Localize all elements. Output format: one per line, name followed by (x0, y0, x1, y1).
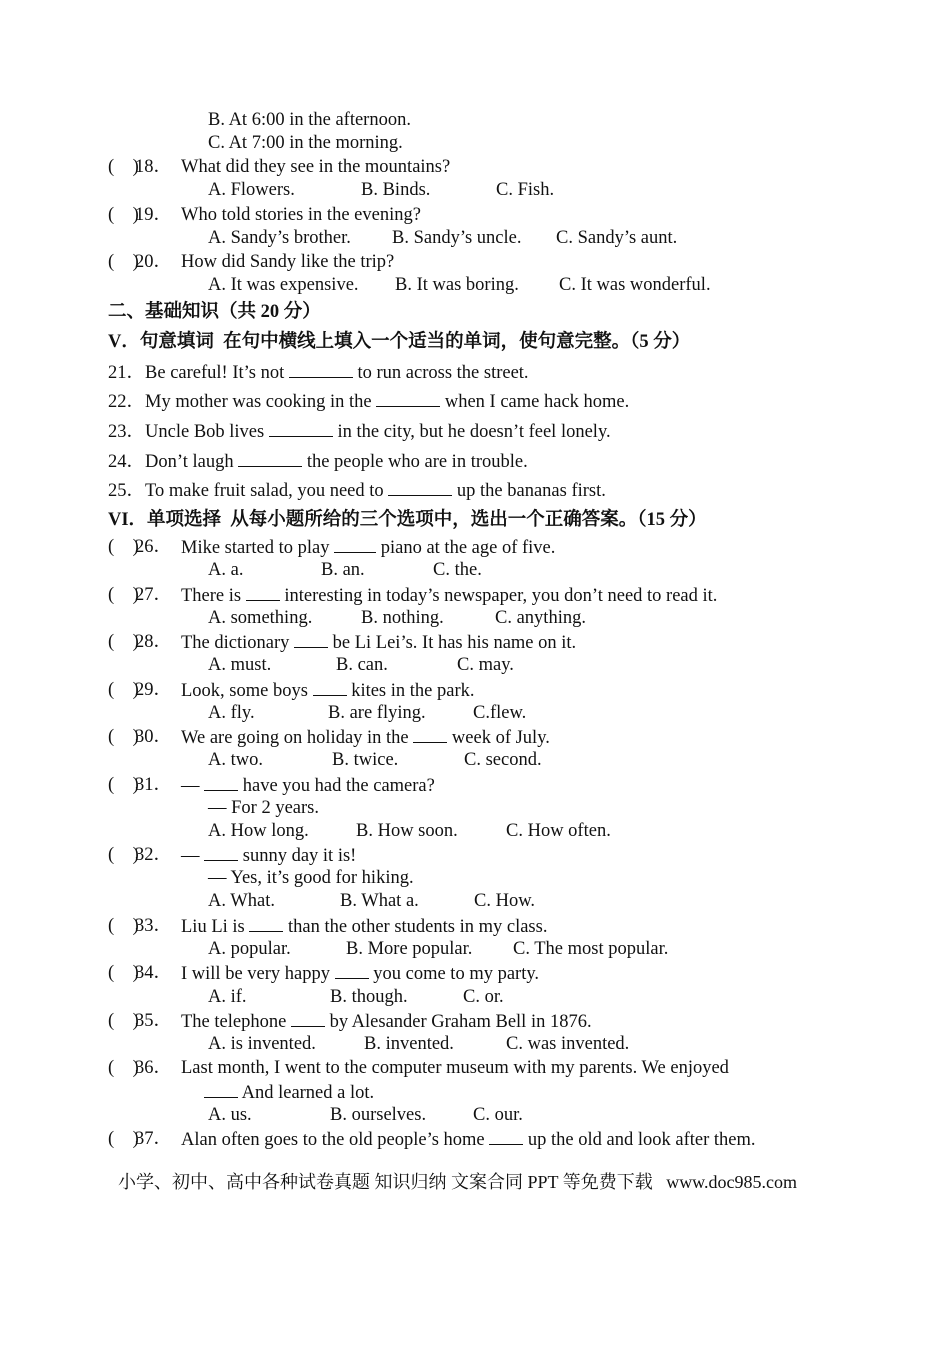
question-text: the people who are in trouble. (302, 452, 528, 472)
fill-question-25 (108, 479, 606, 502)
question-number: 24． (108, 452, 146, 472)
answer-paren[interactable]: ( ) (108, 775, 139, 795)
option-c: C. It was wonderful. (559, 275, 711, 295)
question-number: 35． (135, 1011, 173, 1031)
option-b: B. How soon. (356, 821, 458, 841)
answer-paren[interactable]: ( ) (108, 916, 139, 936)
question-text: by Alesander Graham Bell in 1876. (324, 1012, 592, 1032)
answer-blank[interactable] (204, 774, 238, 791)
answer-paren[interactable]: ( ) (108, 1058, 139, 1078)
question-text: Alan often goes to the old people’s home (181, 1130, 490, 1150)
question-text: I will be very happy (181, 964, 335, 984)
option-c: C. or. (463, 987, 504, 1007)
dialogue-reply: — For 2 years. (208, 798, 319, 818)
question-text: Mike started to play (181, 538, 335, 558)
question-text: We are going on holiday in the (181, 728, 414, 748)
part-vi-title: VI．单项选择 从每小题所给的三个选项中，选出一个正确答案。（15 分） (108, 510, 707, 530)
option-a: A. It was expensive. (208, 275, 359, 295)
option-b: B. invented. (364, 1034, 454, 1054)
option-c: C. Fish. (496, 180, 555, 200)
option-c: C. Sandy’s aunt. (556, 228, 678, 248)
question-text (181, 536, 555, 559)
question-text: week of July. (447, 728, 550, 748)
question-text: Uncle Bob lives (145, 422, 269, 442)
option-a: A. fly. (208, 703, 255, 723)
answer-paren[interactable]: ( ) (108, 157, 139, 177)
option-b: B. an. (321, 560, 365, 580)
answer-paren[interactable]: ( ) (108, 1129, 139, 1149)
answer-blank[interactable] (204, 844, 238, 861)
q17-option-c: C. At 7:00 in the morning. (208, 133, 403, 153)
question-text: What did they see in the mountains? (181, 157, 451, 177)
question-text: And learned a lot. (238, 1083, 375, 1103)
answer-paren[interactable]: ( ) (108, 537, 139, 557)
question-text (181, 915, 547, 938)
answer-blank[interactable] (335, 962, 369, 979)
answer-paren[interactable]: ( ) (108, 252, 139, 272)
option-a: A. us. (208, 1105, 252, 1125)
option-c: C. second. (464, 750, 542, 770)
question-text: Last month, I went to the computer museum with my parents. We enjoyed (181, 1058, 729, 1078)
question-text (181, 1128, 756, 1151)
answer-blank[interactable] (334, 536, 376, 553)
option-b: B. can. (336, 655, 388, 675)
question-number: 23． (108, 422, 146, 442)
question-text: sunny day it is! (238, 846, 357, 866)
question-number: 21． (108, 363, 146, 383)
question-text (181, 631, 576, 654)
question-text: interesting in today’s newspaper, you don’t need to read it. (279, 586, 718, 606)
option-b: B. nothing. (361, 608, 444, 628)
option-c: C. our. (473, 1105, 523, 1125)
question-text: To make fruit salad, you need to (145, 481, 389, 501)
question-number: 29． (135, 680, 173, 700)
question-number: 32． (135, 845, 173, 865)
option-c: C. the. (433, 560, 482, 580)
option-a: A. What. (208, 891, 275, 911)
answer-blank[interactable] (489, 1128, 523, 1145)
question-text: to run across the street. (352, 363, 529, 383)
question-text: The dictionary (181, 633, 295, 653)
answer-blank[interactable] (294, 631, 328, 648)
answer-blank[interactable] (238, 450, 302, 467)
question-text: up the old and look after them. (523, 1130, 756, 1150)
question-text (181, 1010, 592, 1033)
dialogue-reply: — Yes, it’s good for hiking. (208, 868, 414, 888)
answer-blank[interactable] (269, 420, 333, 437)
option-c: C. How. (474, 891, 535, 911)
question-number: 27． (135, 585, 173, 605)
answer-blank[interactable] (376, 390, 440, 407)
answer-blank[interactable] (388, 479, 452, 496)
question-text: There is (181, 586, 246, 606)
question-number: 25． (108, 481, 146, 501)
option-a: A. Sandy’s brother. (208, 228, 351, 248)
option-a: A. something. (208, 608, 313, 628)
part-v-title: V．句意填词 在句中横线上填入一个适当的单词，使句意完整。（5 分） (108, 332, 691, 352)
option-a: A. two. (208, 750, 263, 770)
option-c: C. anything. (495, 608, 586, 628)
option-b: B. are flying. (328, 703, 426, 723)
question-text: How did Sandy like the trip? (181, 252, 395, 272)
option-b: B. Binds. (361, 180, 431, 200)
question-number: 28． (135, 632, 173, 652)
option-b: B. Sandy’s uncle. (392, 228, 522, 248)
option-a: A. is invented. (208, 1034, 316, 1054)
answer-paren[interactable]: ( ) (108, 680, 139, 700)
option-c: C. The most popular. (513, 939, 669, 959)
question-number: 31． (135, 775, 173, 795)
question-number: 20． (135, 252, 173, 272)
question-text (181, 584, 717, 607)
question-text-continued (204, 1081, 374, 1104)
question-text (181, 962, 539, 985)
question-text: in the city, but he doesn’t feel lonely. (332, 422, 611, 442)
question-text: — (181, 846, 205, 866)
option-a: A. if. (208, 987, 247, 1007)
question-text: up the bananas first. (452, 481, 606, 501)
option-c: C. was invented. (506, 1034, 630, 1054)
option-b: B. More popular. (346, 939, 473, 959)
option-b: B. though. (330, 987, 408, 1007)
question-number: 33． (135, 916, 173, 936)
question-text: than the other students in my class. (283, 917, 548, 937)
answer-blank[interactable] (413, 726, 447, 743)
option-b: B. ourselves. (330, 1105, 427, 1125)
question-text: My mother was cooking in the (145, 392, 377, 412)
question-text: Don’t laugh (145, 452, 239, 472)
answer-blank[interactable] (313, 679, 347, 696)
answer-paren[interactable]: ( ) (108, 632, 139, 652)
answer-blank[interactable] (204, 1081, 238, 1098)
answer-blank[interactable] (289, 361, 353, 378)
question-number: 19． (135, 205, 173, 225)
question-text: Liu Li is (181, 917, 250, 937)
question-text (181, 774, 435, 797)
question-number: 36． (135, 1058, 173, 1078)
question-text (181, 726, 550, 749)
fill-question-24 (108, 450, 528, 473)
option-c: C.flew. (473, 703, 527, 723)
answer-paren[interactable]: ( ) (108, 727, 139, 747)
answer-paren[interactable]: ( ) (108, 963, 139, 983)
question-text: Look, some boys (181, 681, 313, 701)
question-text: you come to my party. (368, 964, 540, 984)
question-number: 34． (135, 963, 173, 983)
option-a: A. Flowers. (208, 180, 295, 200)
question-number: 26． (135, 537, 173, 557)
answer-paren[interactable]: ( ) (108, 585, 139, 605)
section-title: 二、基础知识（共 20 分） (108, 302, 321, 322)
question-number: 18． (135, 157, 173, 177)
option-b: B. What a. (340, 891, 419, 911)
option-a: A. a. (208, 560, 244, 580)
option-a: A. popular. (208, 939, 291, 959)
question-number: 37． (135, 1129, 173, 1149)
fill-question-21 (108, 361, 529, 384)
question-text: — (181, 776, 205, 796)
option-a: A. How long. (208, 821, 309, 841)
footer-promo[interactable]: 小学、初中、高中各种试卷真题 知识归纳 文案合同 PPT 等免费下载 www.doc985.com (118, 1172, 797, 1192)
question-text: piano at the age of five. (376, 538, 556, 558)
answer-paren[interactable]: ( ) (108, 1011, 139, 1031)
option-c: C. may. (457, 655, 514, 675)
option-a: A. must. (208, 655, 272, 675)
question-number: 22． (108, 392, 146, 412)
question-text: kites in the park. (346, 681, 475, 701)
question-text (181, 679, 475, 702)
option-b: B. It was boring. (395, 275, 519, 295)
option-c: C. How often. (506, 821, 611, 841)
question-text (181, 844, 356, 867)
question-text: have you had the camera? (238, 776, 435, 796)
answer-blank[interactable] (291, 1010, 325, 1027)
question-text: The telephone (181, 1012, 291, 1032)
question-text: when I came hack home. (440, 392, 630, 412)
question-number: 30． (135, 727, 173, 747)
answer-paren[interactable]: ( ) (108, 205, 139, 225)
fill-question-23 (108, 420, 611, 443)
question-text: Be careful! It’s not (145, 363, 289, 383)
answer-blank[interactable] (249, 915, 283, 932)
option-b: B. twice. (332, 750, 399, 770)
q17-option-b: B. At 6:00 in the afternoon. (208, 110, 411, 130)
answer-paren[interactable]: ( ) (108, 845, 139, 865)
answer-blank[interactable] (246, 584, 280, 601)
question-text: be Li Lei’s. It has his name on it. (328, 633, 577, 653)
fill-question-22 (108, 390, 629, 413)
question-text: Who told stories in the evening? (181, 205, 421, 225)
